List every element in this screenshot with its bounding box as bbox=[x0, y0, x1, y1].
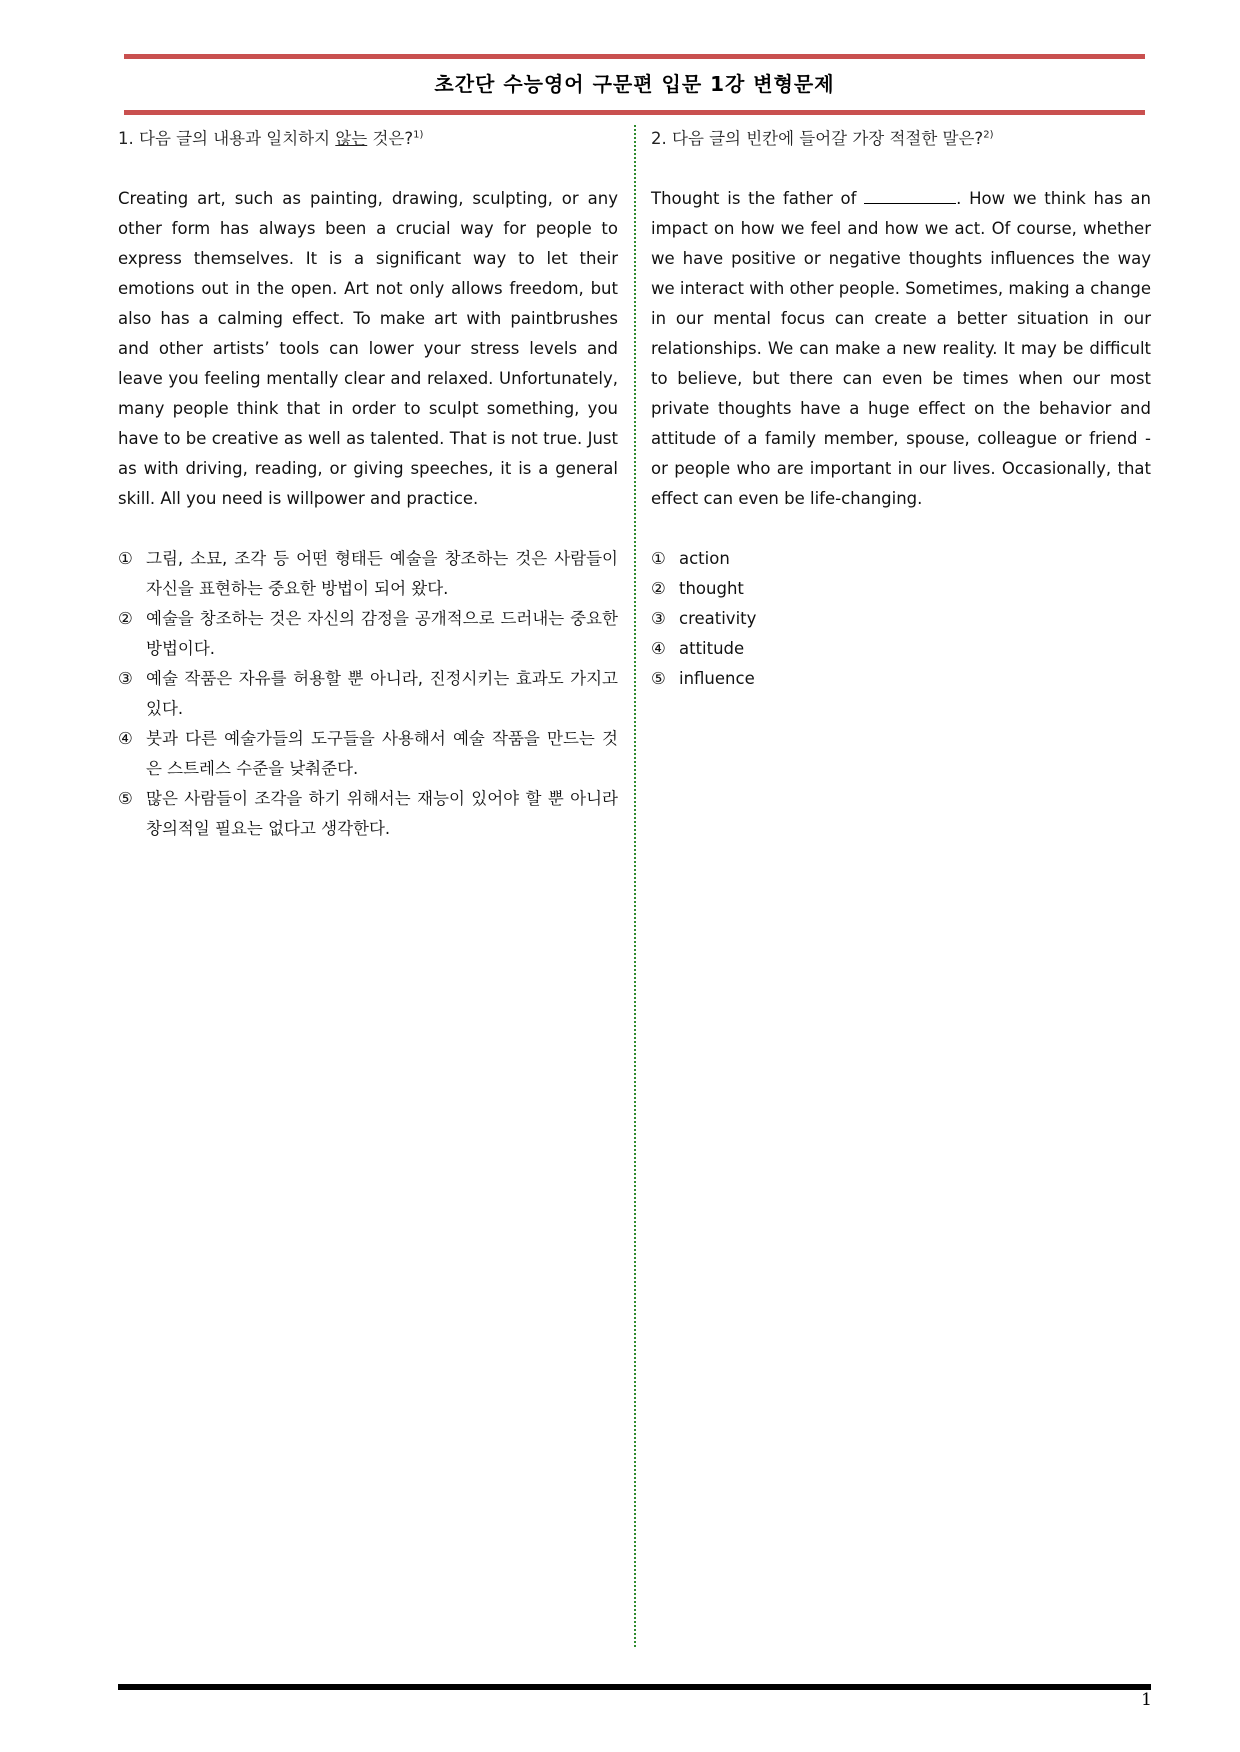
question-2-choices bbox=[651, 544, 1151, 694]
choice-text: creativity bbox=[679, 609, 757, 628]
choice-text: attitude bbox=[679, 639, 745, 658]
choice-text: 예술 작품은 자유를 허용할 뿐 아니라, 진정시키는 효과도 가지고 있다. bbox=[146, 669, 618, 718]
choice-marker: ① bbox=[118, 549, 133, 568]
column-divider bbox=[634, 125, 636, 1647]
header-bottom-rule bbox=[124, 110, 1145, 115]
prompt-text-end: 것은? bbox=[372, 129, 414, 148]
choice-marker: ② bbox=[118, 609, 133, 628]
choice-marker: ④ bbox=[118, 729, 133, 748]
question-2 bbox=[651, 124, 1151, 694]
choice-text: thought bbox=[679, 579, 744, 598]
prompt-text: 다음 글의 빈칸에 들어갈 가장 적절한 말은? bbox=[672, 129, 984, 148]
choice-marker: ⑤ bbox=[118, 789, 133, 808]
question-2-prompt bbox=[651, 124, 1151, 154]
question-1-prompt bbox=[118, 124, 618, 154]
page-title: 초간단 수능영어 구문편 입문 1강 변형문제 bbox=[434, 72, 835, 96]
passage-text-before-blank: Thought is the father of bbox=[651, 189, 857, 208]
choice-marker: ③ bbox=[118, 669, 133, 688]
choice-text: action bbox=[679, 549, 730, 568]
choice-2[interactable] bbox=[651, 574, 1151, 604]
choice-4[interactable] bbox=[118, 724, 618, 784]
footnote-ref: 2) bbox=[983, 129, 994, 141]
footnote-ref: 1) bbox=[413, 129, 424, 141]
prompt-underlined: 않는 bbox=[335, 129, 368, 148]
choice-text: 많은 사람들이 조각을 하기 위해서는 재능이 있어야 할 뿐 아니라 창의적일 필요는 없다고 생각한다. bbox=[146, 789, 618, 838]
choice-3[interactable] bbox=[118, 664, 618, 724]
choice-text: 그림, 소묘, 조각 등 어떤 형태든 예술을 창조하는 것은 사람들이 자신을 표현하는 중요한 방법이 되어 왔다. bbox=[146, 549, 618, 598]
choice-text: influence bbox=[679, 669, 755, 688]
header-top-rule bbox=[124, 54, 1145, 59]
choice-marker: ⑤ bbox=[651, 669, 666, 688]
choice-3[interactable] bbox=[651, 604, 1151, 634]
footer-rule bbox=[118, 1684, 1151, 1690]
choice-marker: ② bbox=[651, 579, 666, 598]
question-number: 1. bbox=[118, 129, 134, 148]
question-1-choices bbox=[118, 544, 618, 844]
choice-1[interactable] bbox=[651, 544, 1151, 574]
choice-5[interactable] bbox=[118, 784, 618, 844]
choice-marker: ③ bbox=[651, 609, 666, 628]
question-1 bbox=[118, 124, 618, 844]
choice-marker: ④ bbox=[651, 639, 666, 658]
choice-4[interactable] bbox=[651, 634, 1151, 664]
answer-blank bbox=[864, 185, 956, 204]
choice-text: 예술을 창조하는 것은 자신의 감정을 공개적으로 드러내는 중요한 방법이다. bbox=[146, 609, 618, 658]
choice-marker: ① bbox=[651, 549, 666, 568]
choice-text: 붓과 다른 예술가들의 도구들을 사용해서 예술 작품을 만드는 것은 스트레스 수준을 낮춰준다. bbox=[146, 729, 618, 778]
question-number: 2. bbox=[651, 129, 667, 148]
question-1-passage: Creating art, such as painting, drawing, sculpting, or any other form has always been a crucial way for people to express themselves. It is a significant way to let their emotions out in the open. Art not only allows freedom, but also has a calming effect. To make art with paintbrushes and other artists’ tools can lower your stress levels and leave you feeling mentally clear and relaxed. Unfortunately, many people think that in order to sculpt something, you have to be creative as well as talented. That is not true. Just as with driving, reading, or giving speeches, it is a general skill. All you need is willpower and practice. bbox=[118, 189, 618, 508]
choice-2[interactable] bbox=[118, 604, 618, 664]
choice-5[interactable] bbox=[651, 664, 1151, 694]
page-number: 1 bbox=[1141, 1690, 1152, 1710]
passage-text-after-blank: . How we think has an impact on how we feel and how we act. Of course, whether we have positive or negative thoughts influences the way we interact with other people. Sometimes, making a change in our mental focus can create a better situation in our relationships. We can make a new reality. It may be difficult to believe, but there can even be times when our most private thoughts have a huge effect on the behavior and attitude of a family member, spouse, colleague or friend - or people who are important in our lives. Occasionally, that effect can even be life-changing. bbox=[651, 189, 1152, 508]
question-2-passage bbox=[651, 184, 1151, 514]
prompt-text: 다음 글의 내용과 일치하지 bbox=[139, 129, 331, 148]
choice-1[interactable] bbox=[118, 544, 618, 604]
